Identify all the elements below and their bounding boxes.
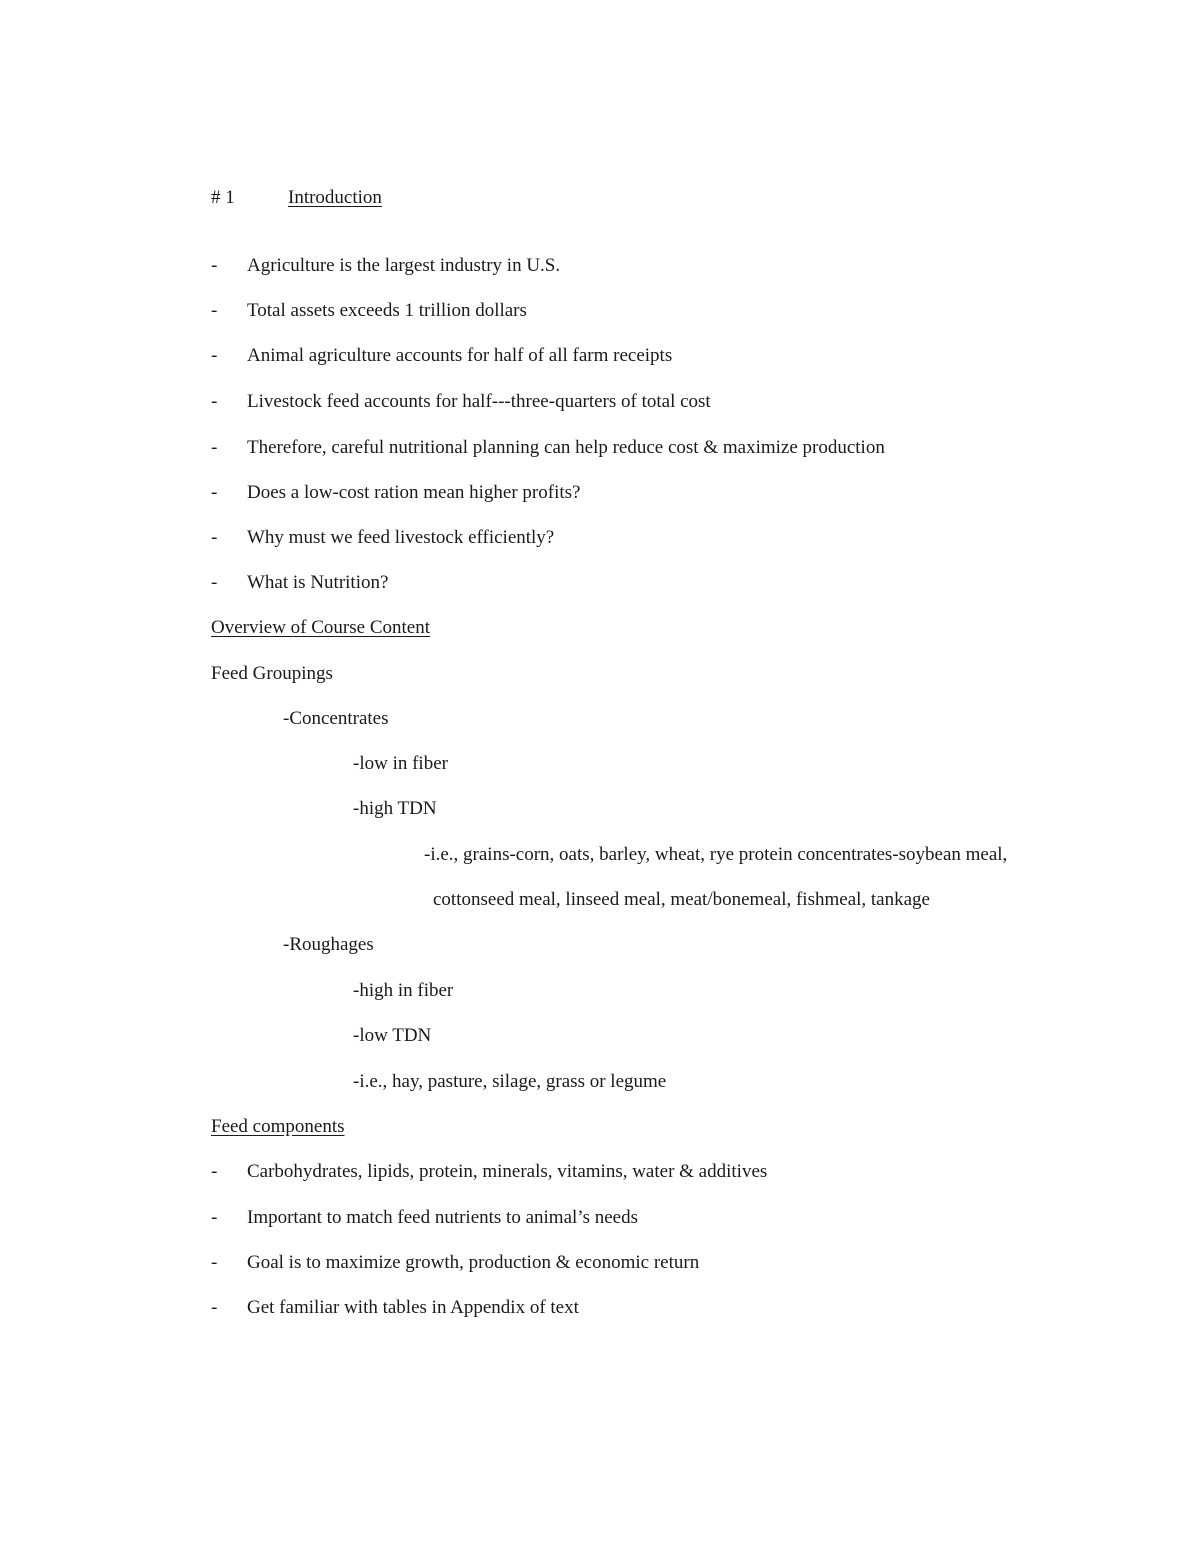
bullet-marker: -: [211, 1252, 218, 1273]
roughages-label: -Roughages: [283, 934, 374, 955]
concentrates-item: -high TDN: [353, 798, 437, 819]
list-item: Animal agriculture accounts for half of all farm receipts: [247, 345, 673, 366]
list-item: What is Nutrition?: [247, 572, 389, 593]
roughages-item: -high in fiber: [353, 980, 454, 1001]
section-title: Introduction: [288, 187, 382, 208]
bullet-marker: -: [211, 391, 218, 412]
list-item: Why must we feed livestock efficiently?: [247, 527, 555, 548]
list-item: Get familiar with tables in Appendix of text: [247, 1297, 579, 1318]
concentrates-examples: -i.e., grains-corn, oats, barley, wheat, rye protein concentrates-soybean meal,: [424, 844, 1008, 865]
list-item: Goal is to maximize growth, production & economic return: [247, 1252, 700, 1273]
bullet-marker: -: [211, 1207, 218, 1228]
list-item: Therefore, careful nutritional planning can help reduce cost & maximize production: [247, 437, 885, 458]
roughages-item: -i.e., hay, pasture, silage, grass or legume: [353, 1071, 667, 1092]
roughages-item: -low TDN: [353, 1025, 432, 1046]
bullet-marker: -: [211, 1161, 218, 1182]
feed-groupings-label: Feed Groupings: [211, 663, 333, 684]
bullet-marker: -: [211, 255, 218, 276]
feed-components-heading: Feed components: [211, 1116, 345, 1137]
overview-heading: Overview of Course Content: [211, 617, 430, 638]
bullet-marker: -: [211, 437, 218, 458]
concentrates-label: -Concentrates: [283, 708, 389, 729]
list-item: Agriculture is the largest industry in U.S.: [247, 255, 561, 276]
bullet-marker: -: [211, 300, 218, 321]
section-number: # 1: [211, 187, 235, 208]
list-item: Does a low-cost ration mean higher profits?: [247, 482, 581, 503]
list-item: Livestock feed accounts for half---three-quarters of total cost: [247, 391, 711, 412]
concentrates-examples-continued: cottonseed meal, linseed meal, meat/bonemeal, fishmeal, tankage: [433, 889, 930, 910]
bullet-marker: -: [211, 345, 218, 366]
list-item: Important to match feed nutrients to animal’s needs: [247, 1207, 638, 1228]
bullet-marker: -: [211, 527, 218, 548]
bullet-marker: -: [211, 482, 218, 503]
bullet-marker: -: [211, 1297, 218, 1318]
list-item: Total assets exceeds 1 trillion dollars: [247, 300, 527, 321]
list-item: Carbohydrates, lipids, protein, minerals, vitamins, water & additives: [247, 1161, 768, 1182]
concentrates-item: -low in fiber: [353, 753, 448, 774]
bullet-marker: -: [211, 572, 218, 593]
